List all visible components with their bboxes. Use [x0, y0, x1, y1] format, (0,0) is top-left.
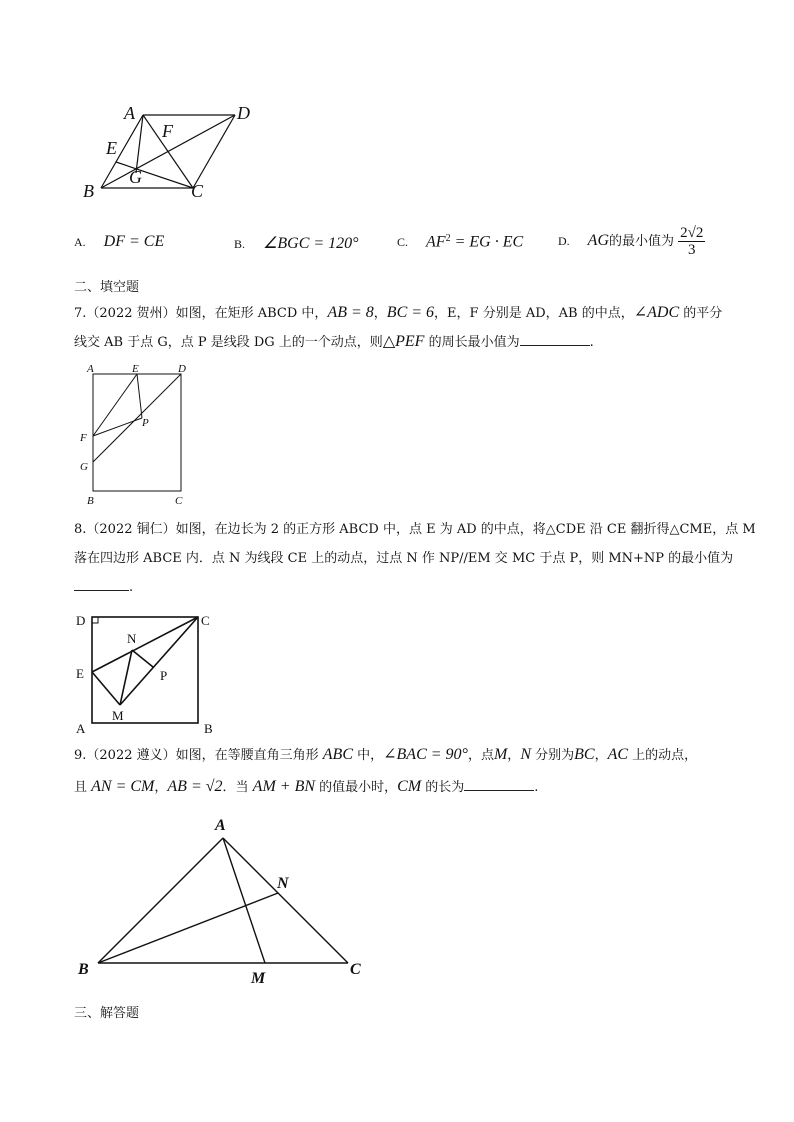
q9-text-6: ， [594, 748, 608, 763]
option-d [558, 225, 705, 258]
q9-math-m: M [493, 746, 508, 763]
q9-math-ab: AB = √2 [167, 778, 223, 795]
seg-em [92, 672, 120, 705]
q7-math-angle: ∠ADC [633, 304, 680, 321]
label-A: A [124, 103, 135, 123]
option-b [234, 233, 359, 253]
label-B: B [87, 495, 94, 507]
label-F: F [162, 121, 173, 141]
q7-text-2: ， [373, 306, 387, 321]
option-b-label: B. [234, 237, 246, 251]
label-B: B [204, 721, 213, 735]
q7-math-ab: AB = 8 [327, 304, 374, 321]
q9-math-ac: AC [607, 746, 629, 763]
label-C: C [350, 961, 361, 978]
seg-np [132, 650, 153, 667]
label-D: D [76, 613, 86, 628]
label-C: C [191, 181, 204, 201]
label-N: N [277, 875, 289, 892]
seg-ef [93, 374, 137, 436]
q9-math-an-cm: AN = CM [91, 778, 155, 795]
q8-line3 [74, 576, 133, 598]
q9-math-sum: AM + BN [252, 778, 316, 795]
q7-math-bc: BC = 6 [386, 304, 435, 321]
q9-end: . [534, 780, 539, 795]
option-d-expr-text: 的最小值为 [609, 234, 675, 249]
label-E: E [132, 363, 139, 375]
q9-answer-blank [464, 776, 534, 791]
label-F: F [80, 432, 87, 444]
q9-text-3: ，点 [467, 748, 494, 763]
label-C: C [201, 613, 210, 628]
q9-text-8: 且 [74, 780, 92, 795]
q7-answer-blank [520, 331, 590, 346]
option-c-expr-sup: 2 [445, 233, 451, 244]
q8-line1: 8.（2022 铜仁）如图，在边长为 2 的正方形 ABCD 中，点 E 为 AD 的中点，将△CDE 沿 CE 翻折得△CME，点 M [74, 522, 756, 537]
q9-text-12: 的长为 [421, 780, 465, 795]
q7-text-5: 线交 AB 于点 G，点 P 是线段 DG 上的一个动点，则 [74, 335, 383, 350]
q9-text-4: ， [507, 748, 521, 763]
label-N: N [127, 631, 137, 646]
q7-line1 [74, 303, 722, 324]
option-a-label: A. [74, 235, 86, 249]
q8-end: . [129, 580, 134, 595]
q9-line2 [74, 776, 538, 798]
q9-math-cm: CM [397, 778, 422, 795]
edge-ab [98, 838, 223, 963]
q9-text-10: ．当 [222, 780, 253, 795]
q9-math-abc: ABC [322, 746, 353, 763]
label-A: A [215, 817, 226, 834]
option-b-expr: ∠BGC = 120° [263, 235, 359, 252]
q9-text-1: 9.（2022 遵义）如图，在等腰直角三角形 [74, 748, 323, 763]
q7-text-1: 7.（2022 贺州）如图，在矩形 ABCD 中， [74, 306, 328, 321]
q7-math-triangle: △PEF [382, 333, 425, 350]
label-A: A [76, 721, 86, 735]
option-c-expr-rest: = EG · EC [450, 233, 524, 251]
q9-math-angle: ∠BAC = 90° [383, 746, 468, 763]
seg-ec [92, 617, 198, 672]
label-B: B [78, 961, 89, 978]
option-d-label: D. [558, 234, 570, 248]
q7-end: . [589, 335, 594, 350]
option-d-frac-den: 3 [688, 242, 696, 258]
label-P: P [142, 417, 149, 429]
q9-text-11: 的值最小时， [315, 780, 398, 795]
q7-text-6: 的周长最小值为 [424, 335, 520, 350]
edge-ac [223, 838, 348, 963]
q9-line1 [74, 745, 697, 766]
option-d-expr-var: AG [587, 232, 609, 249]
option-c [397, 233, 523, 251]
seg-ag [136, 115, 143, 173]
label-A: A [87, 363, 94, 375]
figure-parallelogram [70, 95, 270, 210]
q9-text-7: 上的动点， [628, 748, 698, 763]
seg-ep [137, 374, 142, 418]
seg-mn [120, 650, 132, 705]
label-E: E [106, 138, 117, 158]
label-M: M [251, 970, 266, 987]
q7-line2 [74, 331, 594, 353]
q8-line2: 落在四边形 ABCE 内．点 N 为线段 CE 上的动点，过点 N 作 NP//EM 交 MC 于点 P，则 MN+NP 的最小值为 [74, 551, 734, 566]
q7-text-3: ，E，F 分别是 AD，AB 的中点， [434, 306, 634, 321]
option-a [74, 233, 164, 251]
label-B: B [83, 181, 94, 201]
square-abcd [92, 617, 198, 723]
figure-rectangle [76, 362, 196, 508]
figure-triangle [70, 808, 380, 988]
rect-abcd [93, 374, 181, 491]
q7-text-4: 的平分 [679, 306, 723, 321]
label-E: E [76, 666, 84, 681]
label-P: P [160, 668, 168, 683]
option-d-fraction [678, 225, 705, 258]
seg-ce [116, 162, 193, 188]
q9-math-n: N [520, 746, 531, 763]
section-3-heading: 三、解答题 [74, 1006, 140, 1021]
q9-text-5: 分别为 [530, 748, 575, 763]
q9-text-2: 中， [352, 748, 384, 763]
figure-square [70, 605, 230, 735]
label-G: G [129, 167, 142, 187]
label-D: D [178, 363, 186, 375]
label-D: D [237, 103, 250, 123]
q9-text-9: ， [154, 780, 168, 795]
seg-bn [98, 893, 278, 963]
label-M: M [112, 708, 124, 723]
right-angle-d [92, 617, 98, 623]
section-2-heading: 二、填空题 [74, 280, 140, 295]
label-G: G [80, 461, 88, 473]
option-c-expr-base: AF [426, 233, 446, 251]
q9-math-bc: BC [574, 746, 595, 763]
option-d-frac-num: 2√2 [680, 225, 704, 241]
q8-answer-blank [74, 576, 129, 591]
option-c-label: C. [397, 235, 409, 250]
option-a-expr: DF = CE [103, 233, 165, 250]
label-C: C [175, 495, 183, 507]
